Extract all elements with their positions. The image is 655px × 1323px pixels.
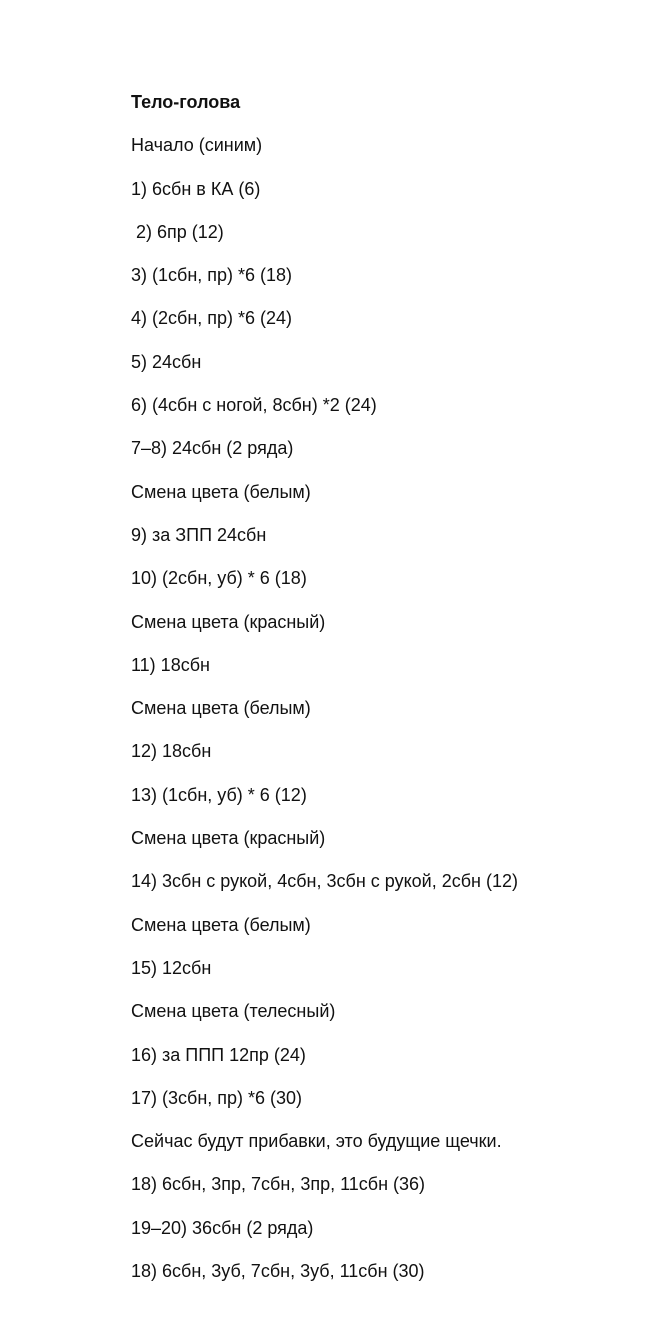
pattern-row-10: 10) (2сбн, уб) * 6 (18) [131,568,307,589]
color-change-note: Смена цвета (белым) [131,698,311,719]
color-change-note: Смена цвета (красный) [131,828,326,849]
section-title: Тело-голова [131,92,241,112]
pattern-line-start: Начало (синим) [131,135,263,156]
color-change-note: Смена цвета (телесный) [131,1001,336,1022]
pattern-row-2: 2) 6пр (12) [131,221,224,242]
pattern-row-5: 5) 24сбн [131,351,202,372]
color-change-note: Смена цвета (красный) [131,611,326,632]
color-change-note: Смена цвета (белым) [131,914,311,935]
pattern-row-16: 16) за ППП 12пр (24) [131,1044,306,1065]
pattern-row-17: 17) (3сбн, пр) *6 (30) [131,1087,303,1108]
pattern-row-13: 13) (1сбн, уб) * 6 (12) [131,784,307,805]
pattern-row-18-decrease: 18) 6сбн, 3уб, 7сбн, 3уб, 11сбн (30) [131,1261,425,1282]
pattern-row-12: 12) 18сбн [131,741,212,762]
pattern-row-7-8: 7–8) 24сбн (2 ряда) [131,438,294,459]
document-body [131,90,631,1302]
pattern-row-9: 9) за ЗПП 24сбн [131,524,267,545]
pattern-row-1: 1) 6сбн в КА (6) [131,178,261,199]
pattern-row-19-20: 19–20) 36сбн (2 ряда) [131,1217,314,1238]
pattern-row-15: 15) 12сбн [131,957,212,978]
pattern-note: Сейчас будут прибавки, это будущие щечки. [131,1131,502,1152]
pattern-row-4: 4) (2сбн, пр) *6 (24) [131,308,293,329]
pattern-row-11: 11) 18сбн [131,654,210,675]
pattern-row-6: 6) (4сбн с ногой, 8сбн) *2 (24) [131,395,377,416]
color-change-note: Смена цвета (белым) [131,481,311,502]
pattern-row-14: 14) 3сбн с рукой, 4сбн, 3сбн с рукой, 2сбн (12) [131,871,518,892]
pattern-row-3: 3) (1сбн, пр) *6 (18) [131,265,293,286]
pattern-row-18: 18) 6сбн, 3пр, 7сбн, 3пр, 11сбн (36) [131,1174,426,1195]
